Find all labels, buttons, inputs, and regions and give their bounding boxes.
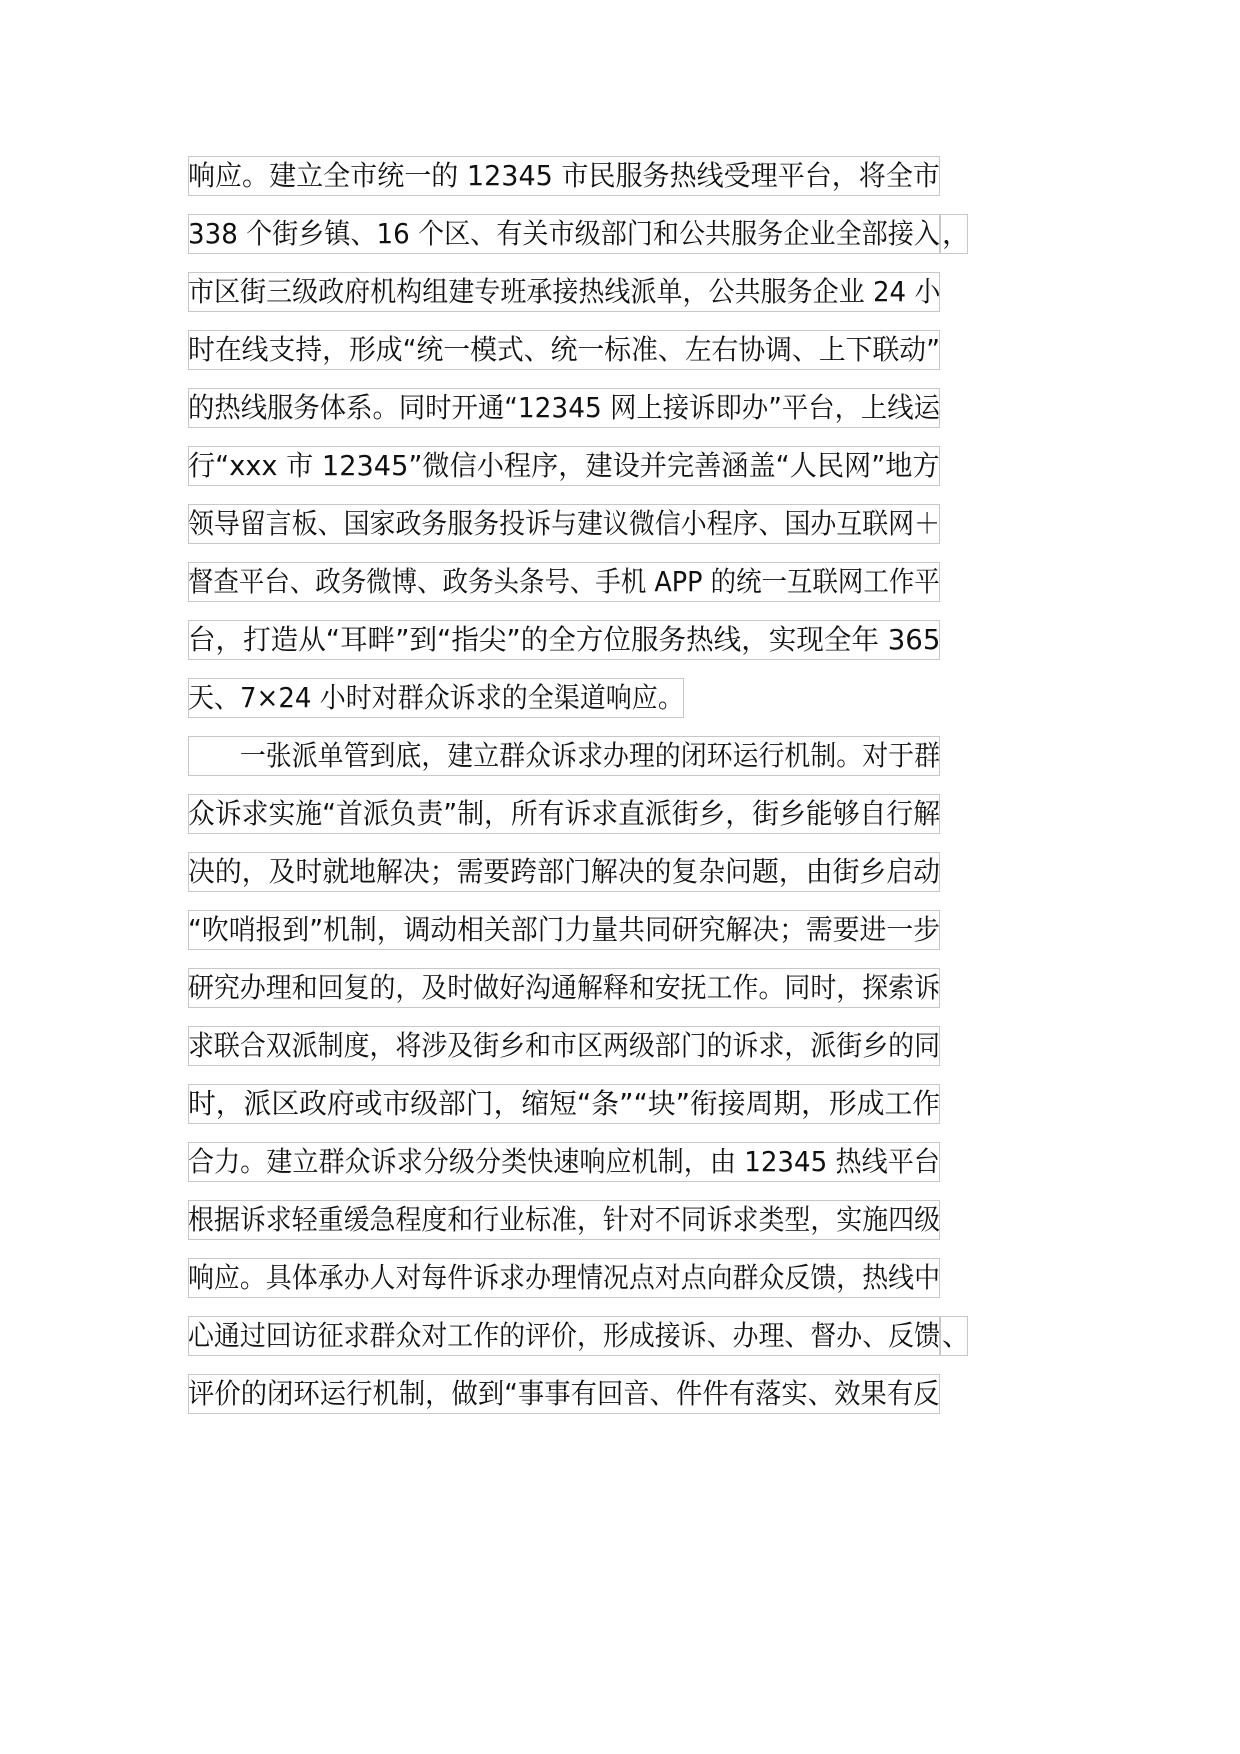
text-line: “吹哨报到”机制，调动相关部门力量共同研究解决；需要进一步 [188, 913, 941, 946]
text-line: 响应。建立全市统一的 12345 市民服务热线受理平台，将全市 [188, 159, 940, 192]
text-line: 338 个街乡镇、16 个区、有关市级部门和公共服务企业全部接入 [188, 217, 940, 250]
text-line: 台，打造从“耳畔”到“指尖”的全方位服务热线，实现全年 365 [188, 623, 941, 656]
text-line: 领导留言板、国家政务服务投诉与建议微信小程序、国办互联网＋ [188, 507, 941, 540]
text-line: 评价的闭环运行机制，做到“事事有回音、件件有落实、效果有反 [188, 1377, 940, 1410]
text-line: 市区街三级政府机构组建专班承接热线派单，公共服务企业 24 小 [188, 275, 941, 308]
text-line: 一张派单管到底，建立群众诉求办理的闭环运行机制。对于群 [188, 739, 941, 772]
text-line: 合力。建立群众诉求分级分类快速响应机制，由 12345 热线平台 [188, 1145, 940, 1178]
text-line: 响应。具体承办人对每件诉求办理情况点对点向群众反馈，热线中 [188, 1261, 941, 1294]
text-line: 时在线支持，形成“统一模式、统一标准、左右协调、上下联动” [188, 333, 941, 366]
text-line: 研究办理和回复的，及时做好沟通解释和安抚工作。同时，探索诉 [188, 971, 941, 1004]
text-line: 督查平台、政务微博、政务头条号、手机 APP 的统一互联网工作平 [188, 565, 940, 598]
text-line: 心通过回访征求群众对工作的评价，形成接诉、办理、督办、反馈 [188, 1319, 941, 1352]
text-line: 众诉求实施“首派负责”制，所有诉求直派街乡，街乡能够自行解 [188, 797, 941, 830]
text-line: 根据诉求轻重缓急程度和行业标准，针对不同诉求类型，实施四级 [188, 1203, 941, 1236]
overhang-punctuation: 、 [942, 1319, 971, 1352]
text-line: 决的，及时就地解决；需要跨部门解决的复杂问题，由街乡启动 [188, 855, 941, 888]
text-line: 行“xxx 市 12345”微信小程序，建设并完善涵盖“人民网”地方 [188, 449, 940, 482]
text-line: 求联合双派制度，将涉及街乡和市区两级部门的诉求，派街乡的同 [188, 1029, 941, 1062]
text-line: 天、7×24 小时对群众诉求的全渠道响应。 [188, 681, 684, 714]
text-line: 时，派区政府或市级部门，缩短“条”“块”衔接周期，形成工作 [188, 1087, 941, 1120]
overhang-punctuation: ， [942, 217, 971, 250]
text-line: 的热线服务体系。同时开通“12345 网上接诉即办”平台，上线运 [188, 391, 940, 424]
